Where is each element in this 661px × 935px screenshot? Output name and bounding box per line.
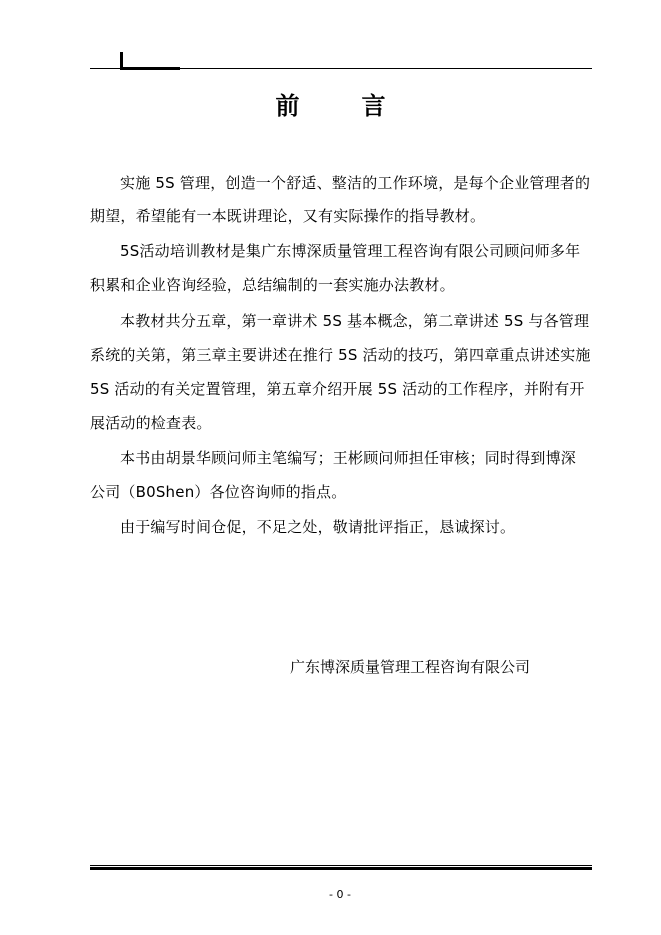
paragraph-line: 展活动的检查表。 [90, 414, 212, 432]
paragraph-line: 本书由胡景华顾问师主笔编写；王彬顾问师担任审核；同时得到博深 [120, 449, 577, 467]
paragraph-line: 实施 5S 管理，创造一个舒适、整洁的工作环境，是每个企业管理者的 [120, 174, 591, 192]
paragraph-line: 公司（B0Shen）各位咨询师的指点。 [90, 483, 347, 501]
header-mark-horizontal [120, 67, 180, 70]
page-number: - 0 - [329, 888, 351, 901]
paragraph-line: 5S 活动的有关定置管理，第五章介绍开展 5S 活动的工作程序，并附有开 [90, 380, 585, 398]
footer-rule-thick [90, 867, 592, 870]
paragraph-line: 由于编写时间仓促，不足之处，敬请批评指正，恳诚探讨。 [120, 518, 516, 536]
paragraph-line: 积累和企业咨询经验，总结编制的一套实施办法教材。 [90, 276, 455, 294]
paragraph-line: 本教材共分五章，第一章讲术 5S 基本概念，第二章讲述 5S 与各管理 [120, 312, 590, 330]
page-title [0, 86, 661, 121]
title-char-2: 言 [361, 91, 386, 120]
paragraph-line: 期望，希望能有一本既讲理论，又有实际操作的指导教材。 [90, 207, 486, 225]
paragraph-line: 系统的关第，第三章主要讲述在推行 5S 活动的技巧，第四章重点讲述实施 [90, 346, 591, 364]
paragraph-line: 5S活动培训教材是集广东博深质量管理工程咨询有限公司顾问师多年 [120, 242, 581, 260]
footer-rule-thin [90, 865, 592, 866]
title-char-1: 前 [275, 91, 300, 120]
company-signature: 广东博深质量管理工程咨询有限公司 [290, 658, 531, 676]
